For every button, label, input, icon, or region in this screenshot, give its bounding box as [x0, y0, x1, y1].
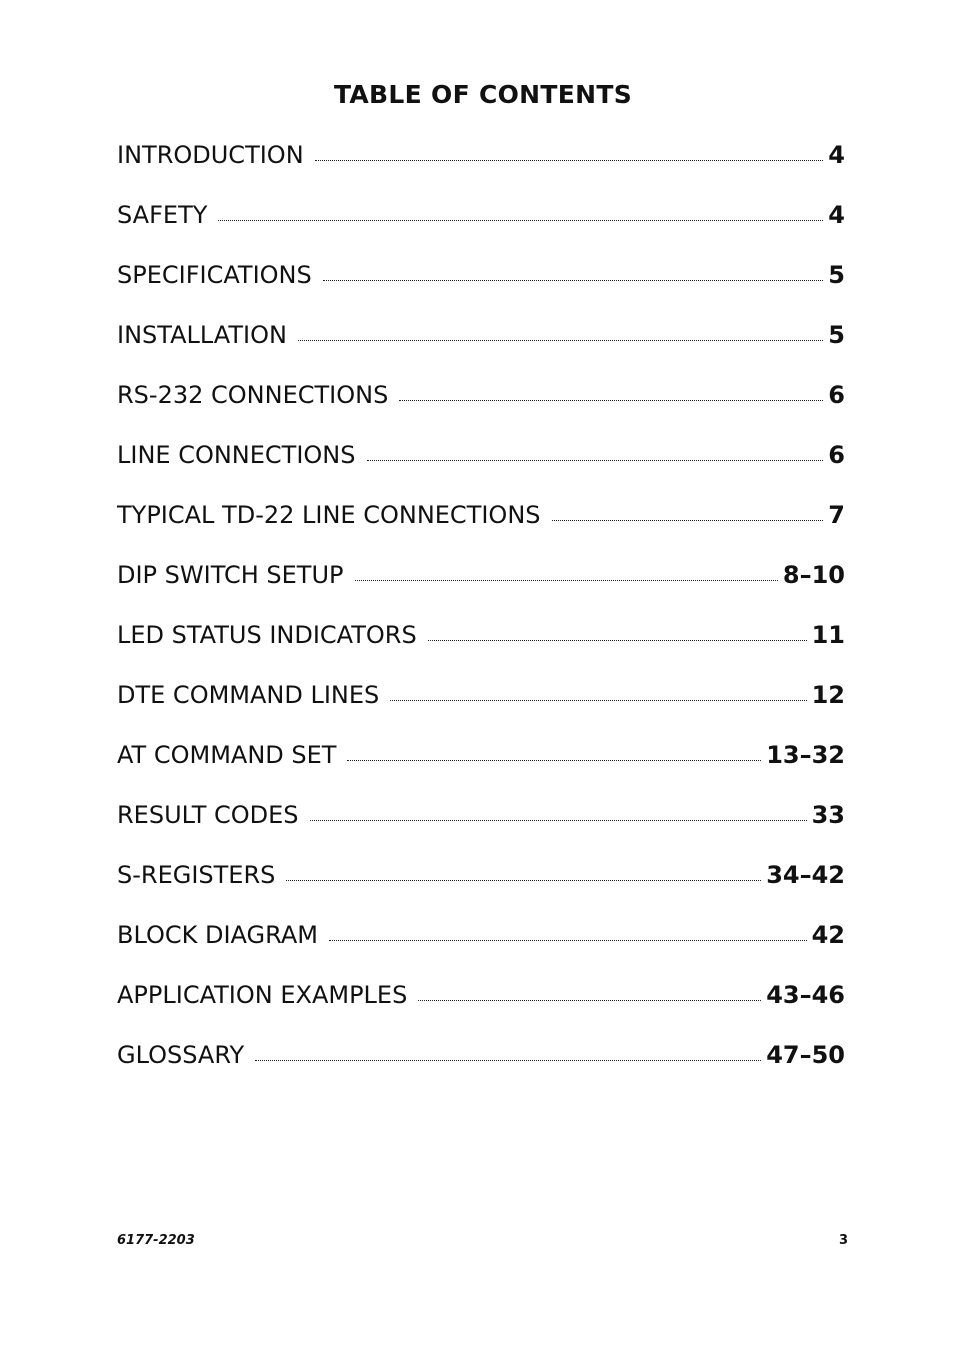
- toc-entry-label: AT COMMAND SET: [117, 741, 337, 769]
- toc-entry-introduction: [117, 136, 845, 196]
- toc-entry-result-codes: [117, 796, 845, 856]
- toc-entry-label: RS-232 CONNECTIONS: [117, 381, 389, 409]
- toc-dot-leader: [390, 700, 806, 701]
- toc-entry-page: 13–32: [766, 741, 845, 769]
- toc-dot-leader: [310, 820, 807, 821]
- toc-entry-application-examples: [117, 976, 845, 1036]
- toc-dot-leader: [347, 760, 761, 761]
- toc-entry-safety: [117, 196, 845, 256]
- toc-entry-page: 47–50: [766, 1041, 845, 1069]
- toc-dot-leader: [367, 460, 824, 461]
- toc-dot-leader: [355, 580, 778, 581]
- toc-entry-label: TYPICAL TD-22 LINE CONNECTIONS: [117, 501, 541, 529]
- footer-document-code: 6177-2203: [117, 1233, 195, 1248]
- toc-entry-page: 4: [828, 141, 845, 169]
- toc-entry-label: LINE CONNECTIONS: [117, 441, 356, 469]
- toc-dot-leader: [286, 880, 761, 881]
- toc-dot-leader: [218, 220, 823, 221]
- toc-entry-label: BLOCK DIAGRAM: [117, 921, 318, 949]
- toc-entry-glossary: [117, 1036, 845, 1096]
- toc-entry-label: SPECIFICATIONS: [117, 261, 312, 289]
- toc-entry-specifications: [117, 256, 845, 316]
- toc-entry-label: INSTALLATION: [117, 321, 287, 349]
- toc-entry-page: 43–46: [766, 981, 845, 1009]
- toc-dot-leader: [255, 1060, 761, 1061]
- toc-entry-at-command-set: [117, 736, 845, 796]
- toc-entry-dte-command-lines: [117, 676, 845, 736]
- toc-entry-page: 7: [828, 501, 845, 529]
- toc-entry-label: SAFETY: [117, 201, 208, 229]
- toc-entry-label: DIP SWITCH SETUP: [117, 561, 344, 589]
- toc-entry-label: RESULT CODES: [117, 801, 299, 829]
- toc-entry-s-registers: [117, 856, 845, 916]
- toc-entry-rs232-connections: [117, 376, 845, 436]
- toc-entry-dip-switch-setup: [117, 556, 845, 616]
- toc-entry-page: 5: [828, 321, 845, 349]
- toc-entry-label: APPLICATION EXAMPLES: [117, 981, 408, 1009]
- toc-list: [117, 136, 845, 1096]
- toc-entry-page: 12: [811, 681, 845, 709]
- toc-entry-label: INTRODUCTION: [117, 141, 304, 169]
- toc-entry-label: S-REGISTERS: [117, 861, 276, 889]
- toc-entry-page: 11: [811, 621, 845, 649]
- toc-entry-page: 4: [828, 201, 845, 229]
- toc-entry-page: 5: [828, 261, 845, 289]
- toc-dot-leader: [323, 280, 824, 281]
- toc-entry-page: 42: [811, 921, 845, 949]
- toc-dot-leader: [399, 400, 823, 401]
- toc-dot-leader: [315, 160, 824, 161]
- toc-entry-page: 8–10: [782, 561, 845, 589]
- toc-entry-page: 6: [828, 381, 845, 409]
- toc-dot-leader: [298, 340, 823, 341]
- toc-entry-typical-line-connections: [117, 496, 845, 556]
- toc-entry-line-connections: [117, 436, 845, 496]
- toc-dot-leader: [418, 1000, 761, 1001]
- toc-entry-page: 34–42: [766, 861, 845, 889]
- toc-entry-page: 33: [811, 801, 845, 829]
- toc-entry-label: GLOSSARY: [117, 1041, 245, 1069]
- toc-entry-page: 6: [828, 441, 845, 469]
- toc-dot-leader: [428, 640, 807, 641]
- toc-entry-block-diagram: [117, 916, 845, 976]
- toc-entry-led-status-indicators: [117, 616, 845, 676]
- toc-entry-installation: [117, 316, 845, 376]
- toc-dot-leader: [552, 520, 824, 521]
- toc-entry-label: DTE COMMAND LINES: [117, 681, 380, 709]
- page-title: TABLE OF CONTENTS: [334, 80, 632, 109]
- footer-page-number: 3: [838, 1233, 848, 1248]
- toc-entry-label: LED STATUS INDICATORS: [117, 621, 417, 649]
- toc-dot-leader: [329, 940, 807, 941]
